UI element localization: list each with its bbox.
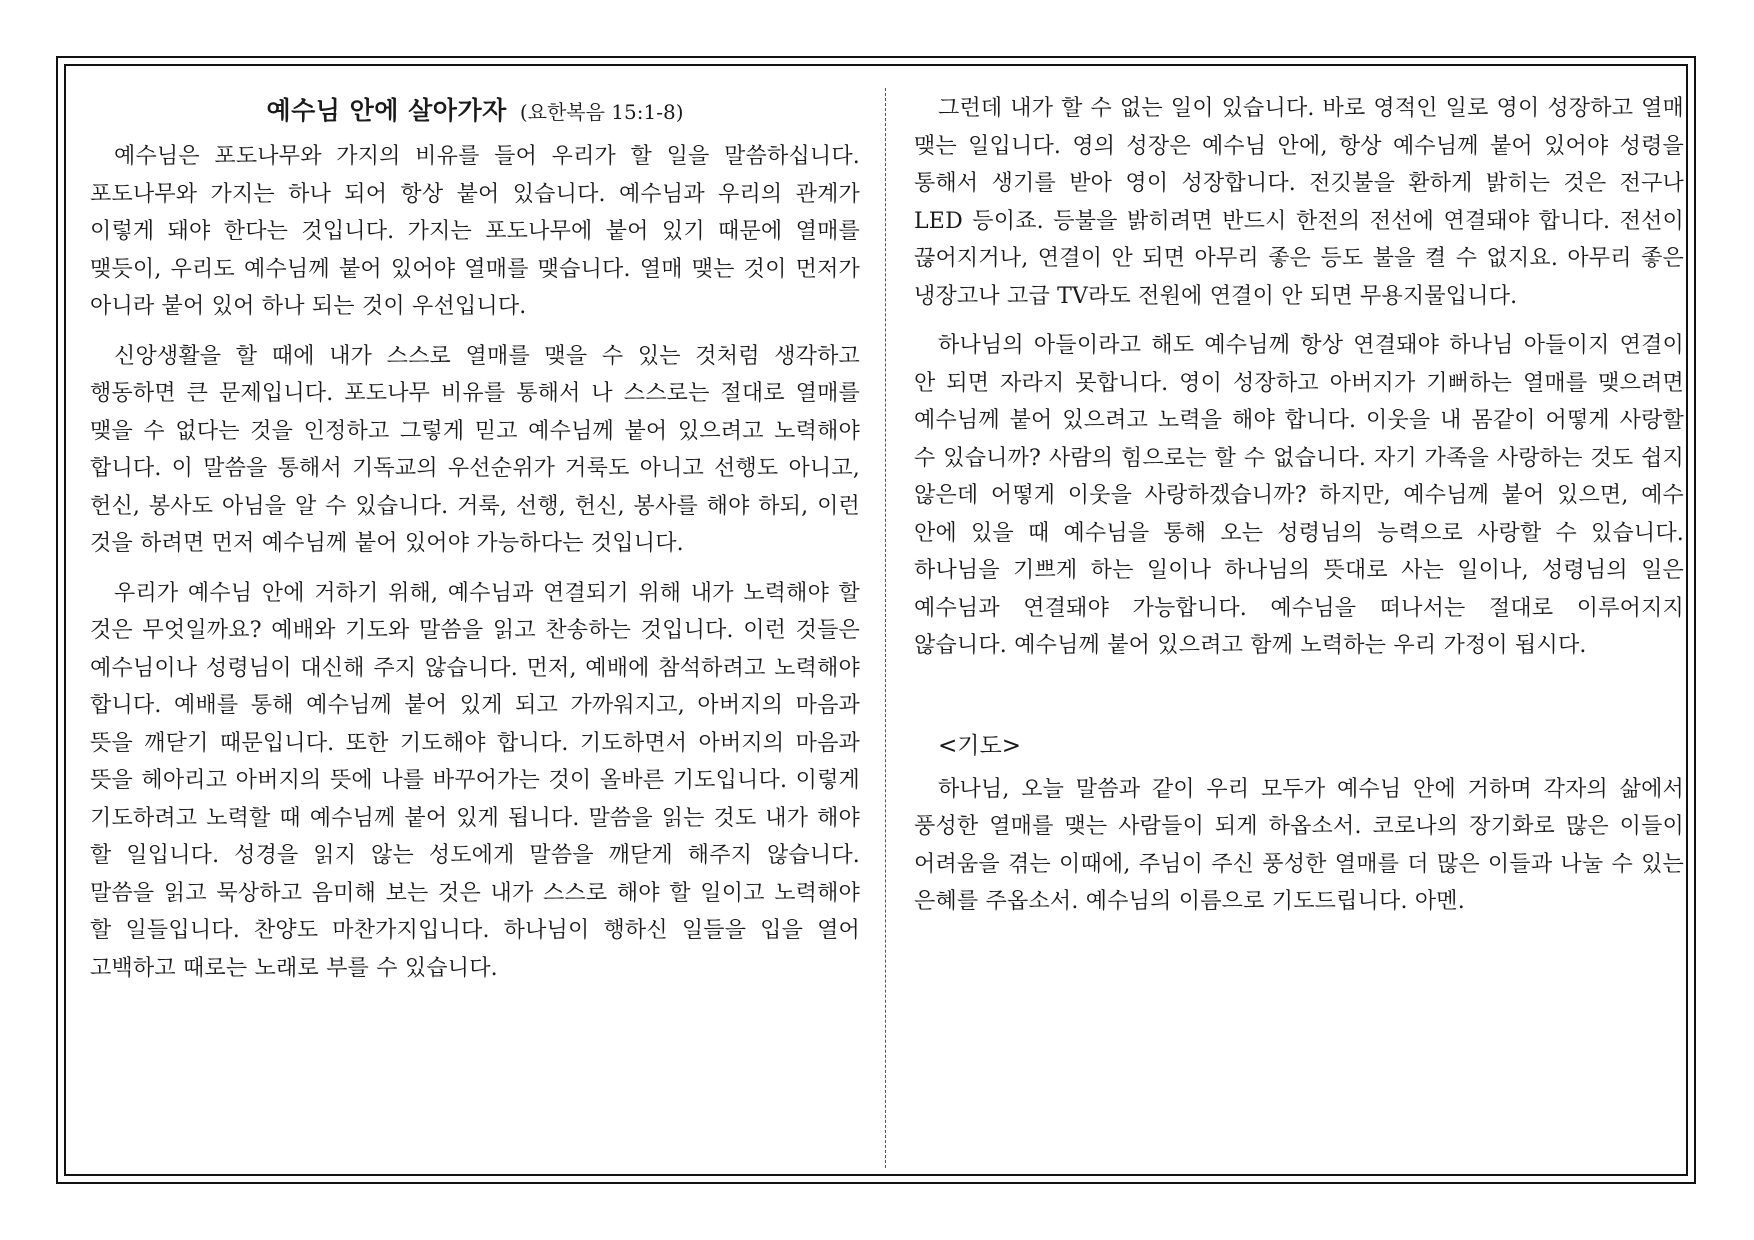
column-divider [885, 88, 886, 1168]
prayer-text: 하나님, 오늘 말씀과 같이 우리 모두가 예수님 안에 거하며 각자의 삶에서 풍성한 열매를 맺는 사람들이 되게 하옵소서. 코로나의 장기화로 많은 이들이 어려움을 겪는 이때에, 주님이 주신 풍성한 열매를 더 많은 이들과 나눌 수 있는 은혜를 주옵소서. 예수님의 이름으로 기도드립니다. 아멘. [914, 776, 1684, 914]
right-paragraph-1: 그런데 내가 할 수 없는 일이 있습니다. 바로 영적인 일로 영이 성장하고 열매 맺는 일입니다. 영의 성장은 예수님 안에, 항상 예수님께 붙어 있어야 성령을 통해서 생기를 받아 영이 성장합니다. 전깃불을 환하게 밝히는 것은 전구나 LED 등이죠. 등불을 밝히려면 반드시 한전의 전선에 연결돼야 합니다. 전선이 끊어지거나, 연결이 안 되면 아무리 좋은 등도 불을 켤 수 없지요. 아무리 좋은 냉장고나 고급 TV라도 전원에 연결이 안 되면 무용지물입니다. [914, 96, 1684, 309]
scripture-reference: (요한복음 15:1-8) [519, 100, 684, 124]
page-border-outer [56, 56, 1696, 1184]
left-paragraph-2: 신앙생활을 할 때에 내가 스스로 열매를 맺을 수 있는 것처럼 생각하고 행동하면 큰 문제입니다. 포도나무 비유를 통해서 나 스스로는 절대로 열매를 맺을 수 없다는 것을 인정하고 그렇게 믿고 예수님께 붙어 있으려고 노력해야 합니다. 이 말씀을 통해서 기독교의 우선순위가 거룩도 아니고 선행도 아니고, 헌신, 봉사도 아님을 알 수 있습니다. 거룩, 선행, 헌신, 봉사를 해야 하되, 이런 것을 하려면 먼저 예수님께 붙어 있어야 가능하다는 것입니다. [90, 343, 860, 556]
page-border-inner [64, 64, 1688, 1176]
left-paragraph-1: 예수님은 포도나무와 가지의 비유를 들어 우리가 할 일을 말씀하십니다. 포도나무와 가지는 하나 되어 항상 붙어 있습니다. 예수님과 우리의 관계가 이렇게 돼야 한다는 것입니다. 가지는 포도나무에 붙어 있기 때문에 열매를 맺듯이, 우리도 예수님께 붙어 있어야 열매를 맺습니다. 열매 맺는 것이 먼저가 아니라 붙어 있어 하나 되는 것이 우선입니다. [90, 144, 860, 319]
right-column [914, 90, 1684, 933]
left-paragraph-3: 우리가 예수님 안에 거하기 위해, 예수님과 연결되기 위해 내가 노력해야 할 것은 무엇일까요? 예배와 기도와 말씀을 읽고 찬송하는 것입니다. 이런 것들은 예수님이나 성령님이 대신해 주지 않습니다. 먼저, 예배에 참석하려고 노력해야 합니다. 예배를 통해 예수님께 붙어 있게 되고 가까워지고, 아버지의 마음과 뜻을 깨닫기 때문입니다. 또한 기도해야 합니다. 기도하면서 아버지의 마음과 뜻을 헤아리고 아버지의 뜻에 나를 바꾸어가는 것이 올바른 기도입니다. 이렇게 기도하려고 노력할 때 예수님께 붙어 있게 됩니다. 말씀을 읽는 것도 내가 해야 할 일입니다. 성경을 읽지 않는 성도에게 말씀을 깨닫게 해주지 않습니다. 말씀을 읽고 묵상하고 음미해 보는 것은 내가 스스로 해야 할 일이고 노력해야 할 일들입니다. 찬양도 마찬가지입니다. 하나님이 행하신 일들을 입을 열어 고백하고 때로는 노래로 부를 수 있습니다. [90, 580, 860, 981]
right-paragraph-2: 하나님의 아들이라고 해도 예수님께 항상 연결돼야 하나님 아들이지 연결이 안 되면 자라지 못합니다. 영이 성장하고 아버지가 기뻐하는 열매를 맺으려면 예수님께 붙어 있으려고 노력을 해야 합니다. 이웃을 내 몸같이 어떻게 사랑할 수 있습니까? 사람의 힘으로는 할 수 없습니다. 자기 가족을 사랑하는 것도 쉽지 않은데 어떻게 이웃을 사랑하겠습니까? 하지만, 예수님께 붙어 있으면, 예수 안에 있을 때 예수님을 통해 오는 성령님의 능력으로 사랑할 수 있습니다. 하나님을 기쁘게 하는 일이나 하나님의 뜻대로 사는 일이나, 성령님의 일은 예수님과 연결돼야 가능합니다. 예수님을 떠나서는 절대로 이루어지지 않습니다. 예수님께 붙어 있으려고 함께 노력하는 우리 가정이 됩시다. [914, 333, 1684, 658]
left-column [90, 90, 860, 999]
prayer-heading: <기도> [938, 732, 1021, 759]
title-main: 예수님 안에 살아가자 [266, 96, 507, 125]
sermon-title [90, 90, 860, 132]
